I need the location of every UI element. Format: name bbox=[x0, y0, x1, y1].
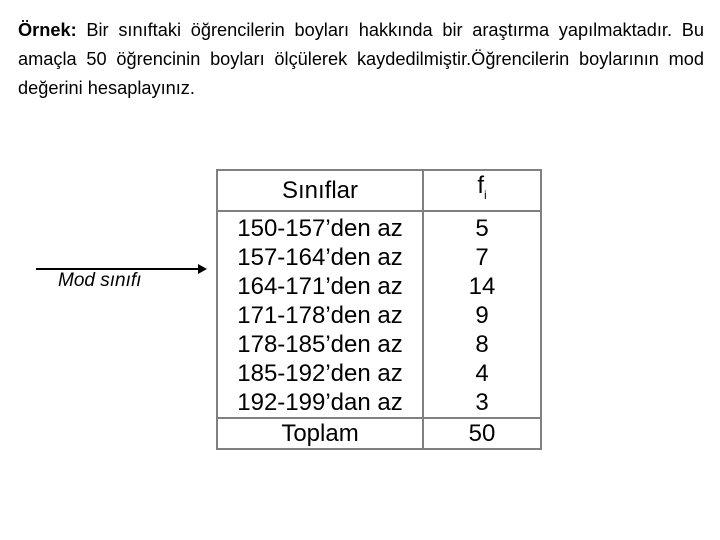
class-cell: 171-178’den az bbox=[217, 301, 423, 330]
mod-class-label: Mod sınıfı bbox=[58, 270, 142, 291]
table-row bbox=[217, 388, 541, 418]
header-frequency bbox=[423, 170, 541, 211]
class-cell: 185-192’den az bbox=[217, 359, 423, 388]
frequency-table bbox=[216, 169, 542, 450]
class-cell: 157-164’den az bbox=[217, 243, 423, 272]
frequency-cell: 14 bbox=[468, 272, 496, 300]
table-row bbox=[217, 301, 541, 330]
table-total-row bbox=[217, 418, 541, 449]
header-frequency-subscript: i bbox=[484, 187, 487, 202]
table-header-row bbox=[217, 170, 541, 211]
frequency-cell: 7 bbox=[475, 243, 489, 271]
table-row bbox=[217, 330, 541, 359]
table-row bbox=[217, 359, 541, 388]
table-row bbox=[217, 272, 541, 301]
frequency-cell: 9 bbox=[475, 301, 489, 329]
class-cell: 164-171’den az bbox=[217, 272, 423, 301]
frequency-cell: 8 bbox=[475, 330, 489, 358]
total-label: Toplam bbox=[217, 418, 423, 449]
class-cell: 178-185’den az bbox=[217, 330, 423, 359]
class-cell: 150-157’den az bbox=[217, 211, 423, 243]
total-value: 50 bbox=[468, 419, 496, 447]
frequency-cell: 4 bbox=[475, 359, 489, 387]
frequency-cell: 5 bbox=[475, 214, 489, 242]
frequency-cell: 3 bbox=[475, 388, 489, 416]
problem-text: Bir sınıftaki öğrencilerin boyları hakkında bir araştırma yapılmaktadır. Bu amaçla 50 öğrencinin boyları ölçülerek kaydedilmiştir.Öğrencilerin boylarının mod değerini hesaplayınız. bbox=[18, 20, 704, 98]
header-frequency-symbol: f bbox=[477, 172, 484, 199]
example-label: Örnek: bbox=[18, 20, 77, 40]
problem-statement bbox=[18, 16, 704, 103]
class-cell: 192-199’dan az bbox=[217, 388, 423, 418]
table-row bbox=[217, 211, 541, 243]
header-class: Sınıflar bbox=[217, 170, 423, 211]
table-row bbox=[217, 243, 541, 272]
